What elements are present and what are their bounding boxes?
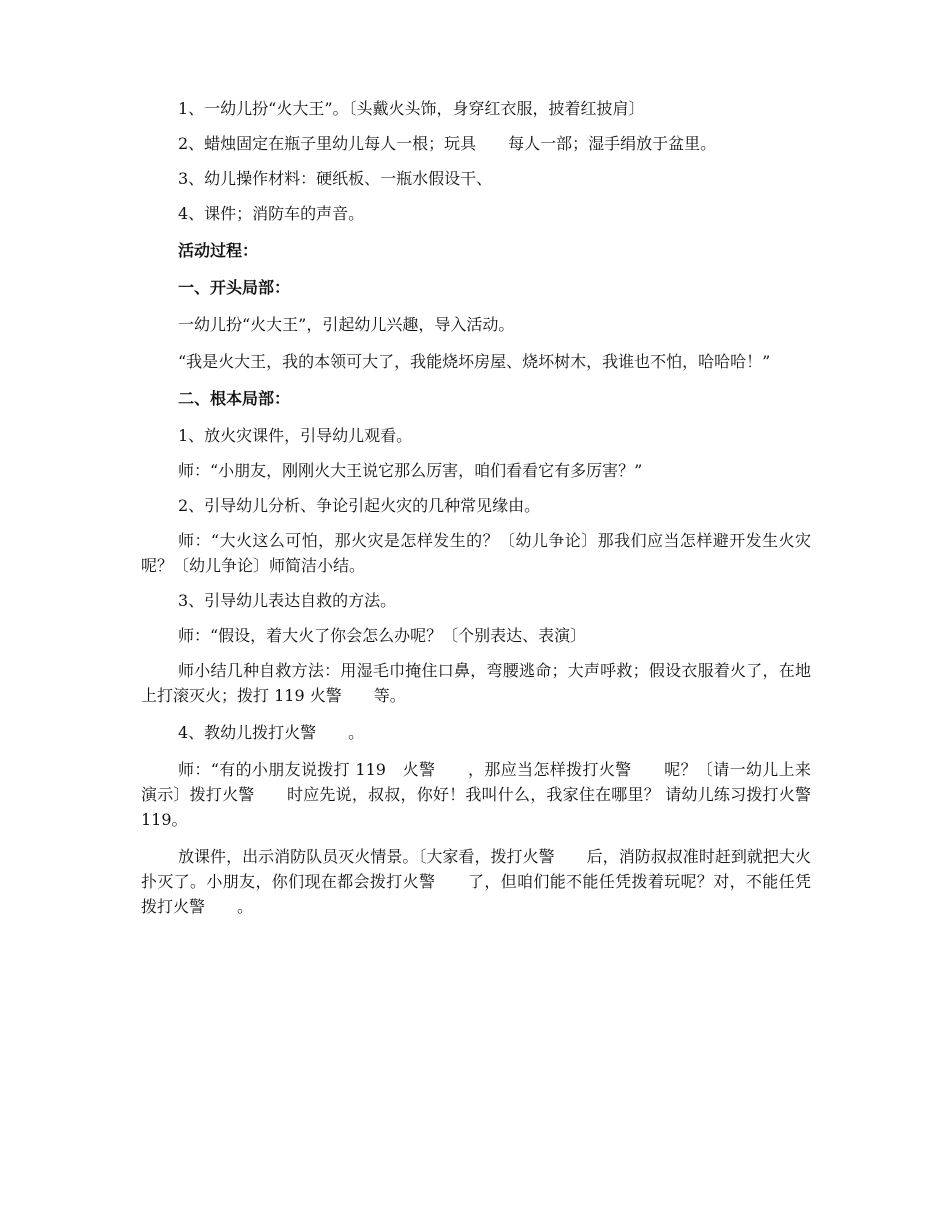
paragraph-step-4: 4、教幼儿拨打火警 。 <box>178 723 365 742</box>
paragraph-fire-king-quote: “我是火大王，我的本领可大了，我能烧坏房屋、烧坏树木，我谁也不怕，哈哈哈！” <box>178 352 771 371</box>
paragraph-teacher-quote-2: 师：“大火这么可怕，那火灾是怎样发生的？〔幼儿争论〕那我们应当怎样避开发生火灾呢？〔幼儿争论〕师简洁小结。 <box>141 531 811 575</box>
materials-item-2: 2、蜡烛固定在瓶子里幼儿每人一根；玩具 每人一部；湿手绢放于盆里。 <box>178 134 717 153</box>
paragraph-courseware-scene: 放课件，出示消防队员灭火情景。〔大家看，拨打火警 后，消防叔叔准时赶到就把大火扑灭了。小朋友，你们现在都会拨打火警 了，但咱们能不能任凭拨着玩呢？对，不能任凭拨打火警 。 <box>141 847 811 916</box>
document-body <box>141 96 844 929</box>
paragraph-step-1: 1、放火灾课件，引导幼儿观看。 <box>178 426 413 445</box>
paragraph-teacher-quote-1: 师：“小朋友，刚刚火大王说它那么厉害，咱们看看它有多厉害？” <box>178 461 643 480</box>
paragraph-step-3: 3、引导幼儿表达自救的方法。 <box>178 591 397 610</box>
materials-item-4: 4、课件；消防车的声音。 <box>178 204 365 223</box>
paragraph-teacher-quote-4: 师：“有的小朋友说拨打 119 火警 ，那应当怎样拨打火警 呢？〔请一幼儿上来演示〕拨打火警 时应先说，叔叔，你好！我叫什么，我家住在哪里？ 请幼儿练习拨打火警 119。 <box>141 760 844 829</box>
paragraph-step-2: 2、引导幼儿分析、争论引起火灾的几种常见缘由。 <box>178 496 541 515</box>
section-heading-main: 二、根本局部： <box>178 389 291 408</box>
materials-item-3: 3、幼儿操作材料：硬纸板、一瓶水假设干、 <box>178 169 493 188</box>
paragraph-opening-intro: 一幼儿扮“火大王”，引起幼儿兴趣，导入活动。 <box>178 315 515 334</box>
materials-item-1: 1、一幼儿扮“火大王”。〔头戴火头饰，身穿红衣服，披着红披肩〕 <box>178 99 645 118</box>
paragraph-self-rescue-summary: 师小结几种自救方法：用湿毛巾掩住口鼻，弯腰逃命；大声呼救；假设衣服着火了，在地上打滚灭火；拨打 119 火警 等。 <box>141 661 811 705</box>
paragraph-teacher-quote-3: 师：“假设，着大火了你会怎么办呢？〔个别表达、表演〕 <box>178 626 587 645</box>
section-heading-activity-process: 活动过程： <box>178 241 259 260</box>
section-heading-opening: 一、开头局部： <box>178 278 291 297</box>
